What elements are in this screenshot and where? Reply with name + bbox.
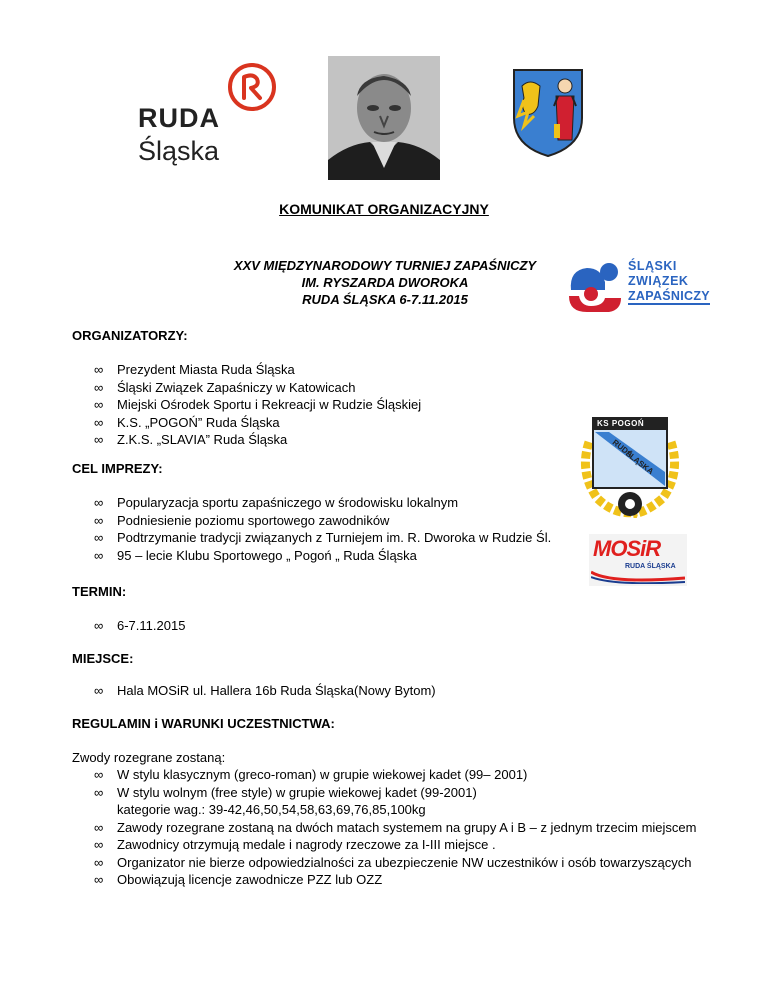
bullet-infinity-icon: ∞	[94, 767, 104, 782]
list-item: ∞ 6-7.11.2015	[94, 618, 186, 633]
goal-list	[72, 494, 551, 564]
subtitle-line-2: IM. RYSZARDA DWOROKA	[301, 275, 469, 290]
list-item: ∞ Zawody rozegrane zostaną na dwóch matach systemem na grupy A i B – z jednym trzecim miejscem	[94, 819, 697, 835]
bullet-infinity-icon: ∞	[94, 854, 104, 870]
coat-of-arms-icon	[510, 66, 586, 158]
bullet-infinity-icon: ∞	[94, 495, 104, 510]
goal-heading: CEL IMPREZY:	[72, 461, 163, 476]
subtitle-line-3: RUDA ŚLĄSKA 6-7.11.2015	[302, 292, 468, 307]
term-heading: TERMIN:	[72, 584, 127, 599]
mosir-stripes-icon	[591, 570, 685, 584]
list-item: ∞ Obowiązują licencje zawodnicze PZZ lub OZZ	[94, 872, 383, 887]
bullet-infinity-icon: ∞	[94, 512, 104, 528]
bullet-infinity-icon: ∞	[94, 683, 104, 698]
szz-logo	[565, 258, 715, 316]
mosir-logo-subtext: RUDA ŚLĄSKA	[625, 563, 676, 570]
bullet-infinity-icon: ∞	[94, 872, 104, 887]
list-item: ∞ K.S. „POGOŃ” Ruda Śląska	[94, 414, 280, 430]
list-item: ∞ Organizator nie bierze odpowiedzialności za ubezpieczenie NW uczestników i osób towarzyszących	[94, 854, 692, 870]
bullet-infinity-icon: ∞	[94, 784, 104, 800]
bullet-infinity-icon: ∞	[94, 432, 104, 447]
pogon-logo-text-1: KS POGOŃ	[597, 419, 645, 428]
organizers-list	[72, 361, 421, 449]
ruda-logo-text-line2: Śląska	[138, 136, 220, 166]
szz-logo-text-1: ŚLĄSKI	[628, 259, 677, 273]
bullet-infinity-icon: ∞	[94, 414, 104, 430]
rules-list	[72, 766, 696, 889]
ryszard-dworok-portrait	[328, 56, 440, 180]
place-list	[72, 682, 436, 700]
list-item: ∞ Podtrzymanie tradycji związanych z Turniejem im. R. Dworoka w Rudzie Śl.	[94, 530, 552, 545]
subtitle-line-1: XXV MIĘDZYNARODOWY TURNIEJ ZAPAŚNICZY	[233, 258, 537, 273]
rules-heading: REGULAMIN i WARUNKI UCZESTNICTWA:	[72, 716, 335, 731]
szz-logo-text-2: ZWIĄZEK	[628, 274, 689, 288]
bullet-infinity-icon: ∞	[94, 618, 104, 633]
list-item: ∞ Miejski Ośrodek Sportu i Rekreacji w Rudzie Śląskiej	[94, 397, 422, 412]
list-item: ∞ Z.K.S. „SLAVIA” Ruda Śląska	[94, 432, 288, 447]
list-item: ∞ W stylu wolnym (free style) w grupie wiekowej kadet (99-2001)	[94, 784, 477, 800]
pogon-logo-text-3: ŚLĄSKA	[623, 448, 656, 477]
bullet-infinity-icon: ∞	[94, 547, 104, 563]
ruda-logo-text-line1: RUDA	[138, 103, 220, 133]
wrestlers-icon	[565, 260, 625, 314]
szz-logo-text-3: ZAPAŚNICZY	[628, 289, 710, 303]
list-item: ∞ W stylu klasycznym (greco-roman) w grupie wiekowej kadet (99– 2001)	[94, 767, 528, 782]
bullet-infinity-icon: ∞	[94, 819, 104, 835]
mosir-logo-text: MOSiR	[593, 536, 661, 561]
pogon-logo-text-2: RUDA	[610, 437, 635, 460]
list-item: ∞ Prezydent Miasta Ruda Śląska	[94, 362, 295, 377]
list-item: ∞ Popularyzacja sportu zapaśniczego w środowisku lokalnym	[94, 495, 459, 510]
bullet-infinity-icon: ∞	[94, 362, 104, 377]
ruda-slaska-logo	[135, 60, 260, 170]
bullet-infinity-icon: ∞	[94, 379, 104, 395]
organizers-heading: ORGANIZATORZY:	[72, 328, 188, 343]
rules-intro: Zwody rozegrane zostaną:	[72, 750, 226, 765]
list-item: ∞ Zawodnicy otrzymują medale i nagrody rzeczowe za I-III miejsce .	[94, 837, 496, 852]
bullet-infinity-icon: ∞	[94, 837, 104, 852]
weights-line: kategorie wag.: 39-42,46,50,54,58,63,69,76,85,100kg	[117, 802, 426, 817]
ks-pogon-logo	[575, 412, 685, 518]
bullet-infinity-icon: ∞	[94, 530, 104, 545]
list-item: ∞ Śląski Związek Zapaśniczy w Katowicach	[94, 379, 356, 395]
list-item: ∞ Podniesienie poziomu sportowego zawodników	[94, 512, 390, 528]
bullet-infinity-icon: ∞	[94, 397, 104, 412]
page-title: KOMUNIKAT ORGANIZACYJNY	[279, 201, 489, 217]
mosir-logo	[589, 534, 687, 586]
list-item: ∞ Hala MOSiR ul. Hallera 16b Ruda Śląska(Nowy Bytom)	[94, 683, 436, 698]
ruda-r-emblem-icon	[227, 62, 279, 112]
term-list	[72, 617, 185, 635]
list-item: ∞ 95 – lecie Klubu Sportowego „ Pogoń „ Ruda Śląska	[94, 547, 417, 563]
tournament-subtitle	[210, 257, 560, 308]
place-heading: MIEJSCE:	[72, 651, 134, 666]
